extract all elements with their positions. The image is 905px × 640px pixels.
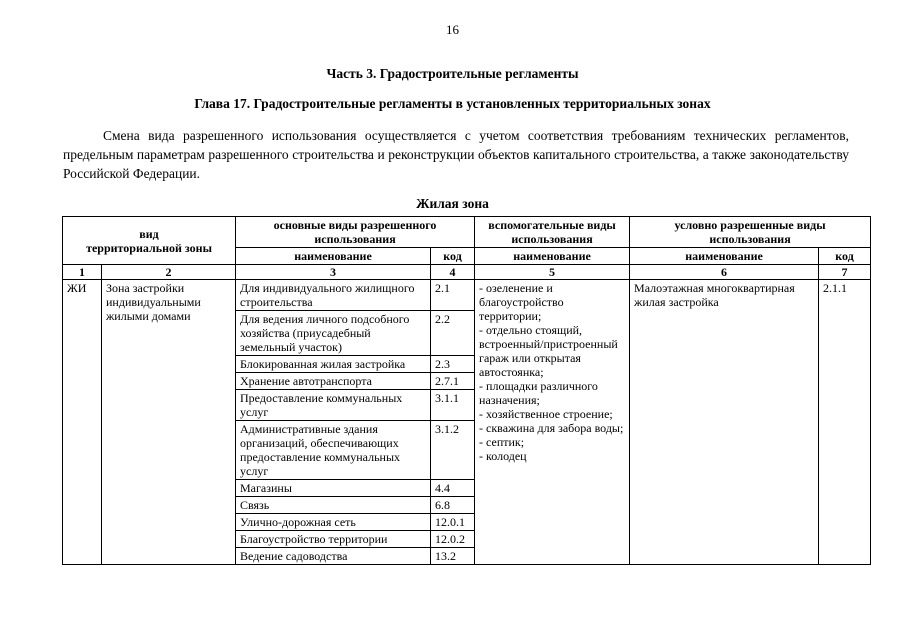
conditional-use-name: Малоэтажная многоквартирная жилая застройка [630, 280, 819, 565]
main-use-name: Связь [236, 497, 431, 514]
column-number: 3 [236, 265, 431, 280]
header-main-uses: основные виды разрешенного использования [236, 217, 475, 248]
main-use-name: Блокированная жилая застройка [236, 356, 431, 373]
main-use-name: Предоставление коммунальных услуг [236, 390, 431, 421]
main-use-name: Для ведения личного подсобного хозяйства (приусадебный земельный участок) [236, 311, 431, 356]
part-title: Часть 3. Градостроительные регламенты [326, 66, 579, 81]
main-use-code: 12.0.2 [431, 531, 475, 548]
regulations-table [62, 216, 871, 565]
column-number: 5 [475, 265, 630, 280]
table-row [63, 280, 871, 311]
header-conditional-uses: условно разрешенные виды использования [630, 217, 871, 248]
main-use-code: 4.4 [431, 480, 475, 497]
header-aux-name: наименование [475, 248, 630, 265]
aux-use-item: - септик; [479, 435, 525, 449]
zone-code: ЖИ [63, 280, 102, 565]
chapter-title: Глава 17. Градостроительные регламенты в установленных территориальных зонах [194, 96, 711, 111]
main-use-name: Магазины [236, 480, 431, 497]
main-use-name: Ведение садоводства [236, 548, 431, 565]
column-number: 7 [819, 265, 871, 280]
main-use-code: 6.8 [431, 497, 475, 514]
column-number: 4 [431, 265, 475, 280]
zone-name: Зона застройки индивидуальными жилыми домами [102, 280, 236, 565]
page-number: 16 [446, 22, 459, 37]
zone-title: Жилая зона [416, 196, 489, 211]
aux-use-item: - хозяйственное строение; [479, 407, 613, 421]
main-use-name: Благоустройство территории [236, 531, 431, 548]
main-use-code: 2.2 [431, 311, 475, 356]
main-use-code: 2.7.1 [431, 373, 475, 390]
aux-use-item: - озеленение и благоустройство территории; [479, 281, 564, 323]
header-conditional-name: наименование [630, 248, 819, 265]
conditional-use-code: 2.1.1 [819, 280, 871, 565]
header-zone-type: вид территориальной зоны [63, 217, 236, 265]
intro-paragraph: Смена вида разрешенного использования осуществляется с учетом соответствия требованиям технических регламентов, предельным параметрам разрешенного строительства и реконструкции объектов капитального строительства, а также законодательству Российской Федерации. [63, 128, 849, 181]
main-use-name: Улично-дорожная сеть [236, 514, 431, 531]
column-number: 1 [63, 265, 102, 280]
header-conditional-code: код [819, 248, 871, 265]
main-use-code: 2.3 [431, 356, 475, 373]
header-main-name: наименование [236, 248, 431, 265]
main-use-code: 3.1.1 [431, 390, 475, 421]
aux-use-item: - отдельно стоящий, встроенный/пристроенный гараж или открытая автостоянка; [479, 323, 618, 379]
main-use-name: Административные здания организаций, обеспечивающих предоставление коммунальных услуг [236, 421, 431, 480]
main-use-code: 12.0.1 [431, 514, 475, 531]
main-use-code: 2.1 [431, 280, 475, 311]
aux-use-item: - площадки различного назначения; [479, 379, 598, 407]
main-use-name: Хранение автотранспорта [236, 373, 431, 390]
aux-use-item: - скважина для забора воды; [479, 421, 624, 435]
header-aux-uses: вспомогательные виды использования [475, 217, 630, 248]
aux-use-item: - колодец [479, 449, 527, 463]
column-number: 2 [102, 265, 236, 280]
column-number: 6 [630, 265, 819, 280]
main-use-code: 13.2 [431, 548, 475, 565]
header-main-code: код [431, 248, 475, 265]
aux-uses-cell [475, 280, 630, 565]
main-use-name: Для индивидуального жилищного строительства [236, 280, 431, 311]
main-use-code: 3.1.2 [431, 421, 475, 480]
